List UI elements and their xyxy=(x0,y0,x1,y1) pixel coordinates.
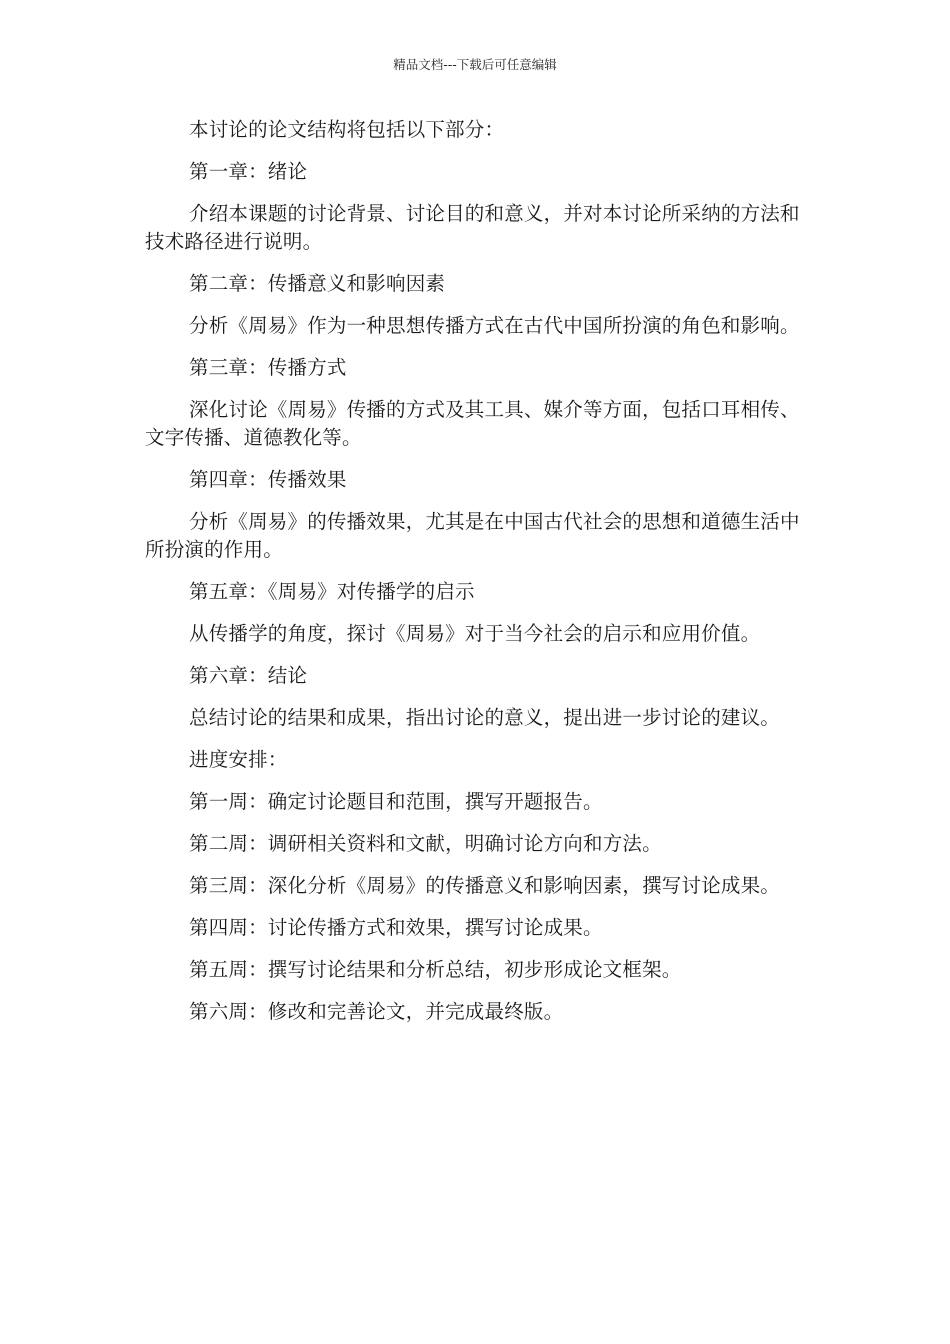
schedule-week-2: 第二周：调研相关资料和文献，明确讨论方向和方法。 xyxy=(189,832,662,855)
chapter-heading-4: 第四章：传播效果 xyxy=(189,468,347,491)
chapter-heading-1: 第一章：绪论 xyxy=(189,160,308,183)
chapter-heading-6: 第六章：结论 xyxy=(189,664,308,687)
schedule-week-4: 第四周：讨论传播方式和效果，撰写讨论成果。 xyxy=(189,916,603,939)
chapter-heading-2: 第二章：传播意义和影响因素 xyxy=(189,272,446,295)
chapter-heading-5: 第五章：《周易》对传播学的启示 xyxy=(189,580,475,603)
chapter-description-1: 介绍本课题的讨论背景、讨论目的和意义，并对本讨论所采纳的方法和技术路径进行说明。 xyxy=(145,202,800,253)
schedule-week-5: 第五周：撰写讨论结果和分析总结，初步形成论文框架。 xyxy=(189,958,682,981)
chapter-description-3: 深化讨论《周易》传播的方式及其工具、媒介等方面，包括口耳相传、文字传播、道德教化等。 xyxy=(145,398,800,449)
page-header: 精品文档---下载后可任意编辑 xyxy=(393,57,557,72)
schedule-heading: 进度安排： xyxy=(189,748,288,771)
chapter-description-4: 分析《周易》的传播效果，尤其是在中国古代社会的思想和道德生活中所扮演的作用。 xyxy=(145,510,800,561)
schedule-week-3: 第三周：深化分析《周易》的传播意义和影响因素，撰写讨论成果。 xyxy=(189,874,781,897)
paragraph-intro: 本讨论的论文结构将包括以下部分： xyxy=(189,118,505,141)
document-body xyxy=(145,116,805,1040)
chapter-description-5: 从传播学的角度，探讨《周易》对于当今社会的启示和应用价值。 xyxy=(189,622,761,645)
chapter-heading-3: 第三章：传播方式 xyxy=(189,356,347,379)
schedule-week-6: 第六周：修改和完善论文，并完成最终版。 xyxy=(189,1000,564,1023)
chapter-description-6: 总结讨论的结果和成果，指出讨论的意义，提出进一步讨论的建议。 xyxy=(189,706,781,729)
chapter-description-2: 分析《周易》作为一种思想传播方式在古代中国所扮演的角色和影响。 xyxy=(189,314,800,337)
schedule-week-1: 第一周：确定讨论题目和范围，撰写开题报告。 xyxy=(189,790,603,813)
